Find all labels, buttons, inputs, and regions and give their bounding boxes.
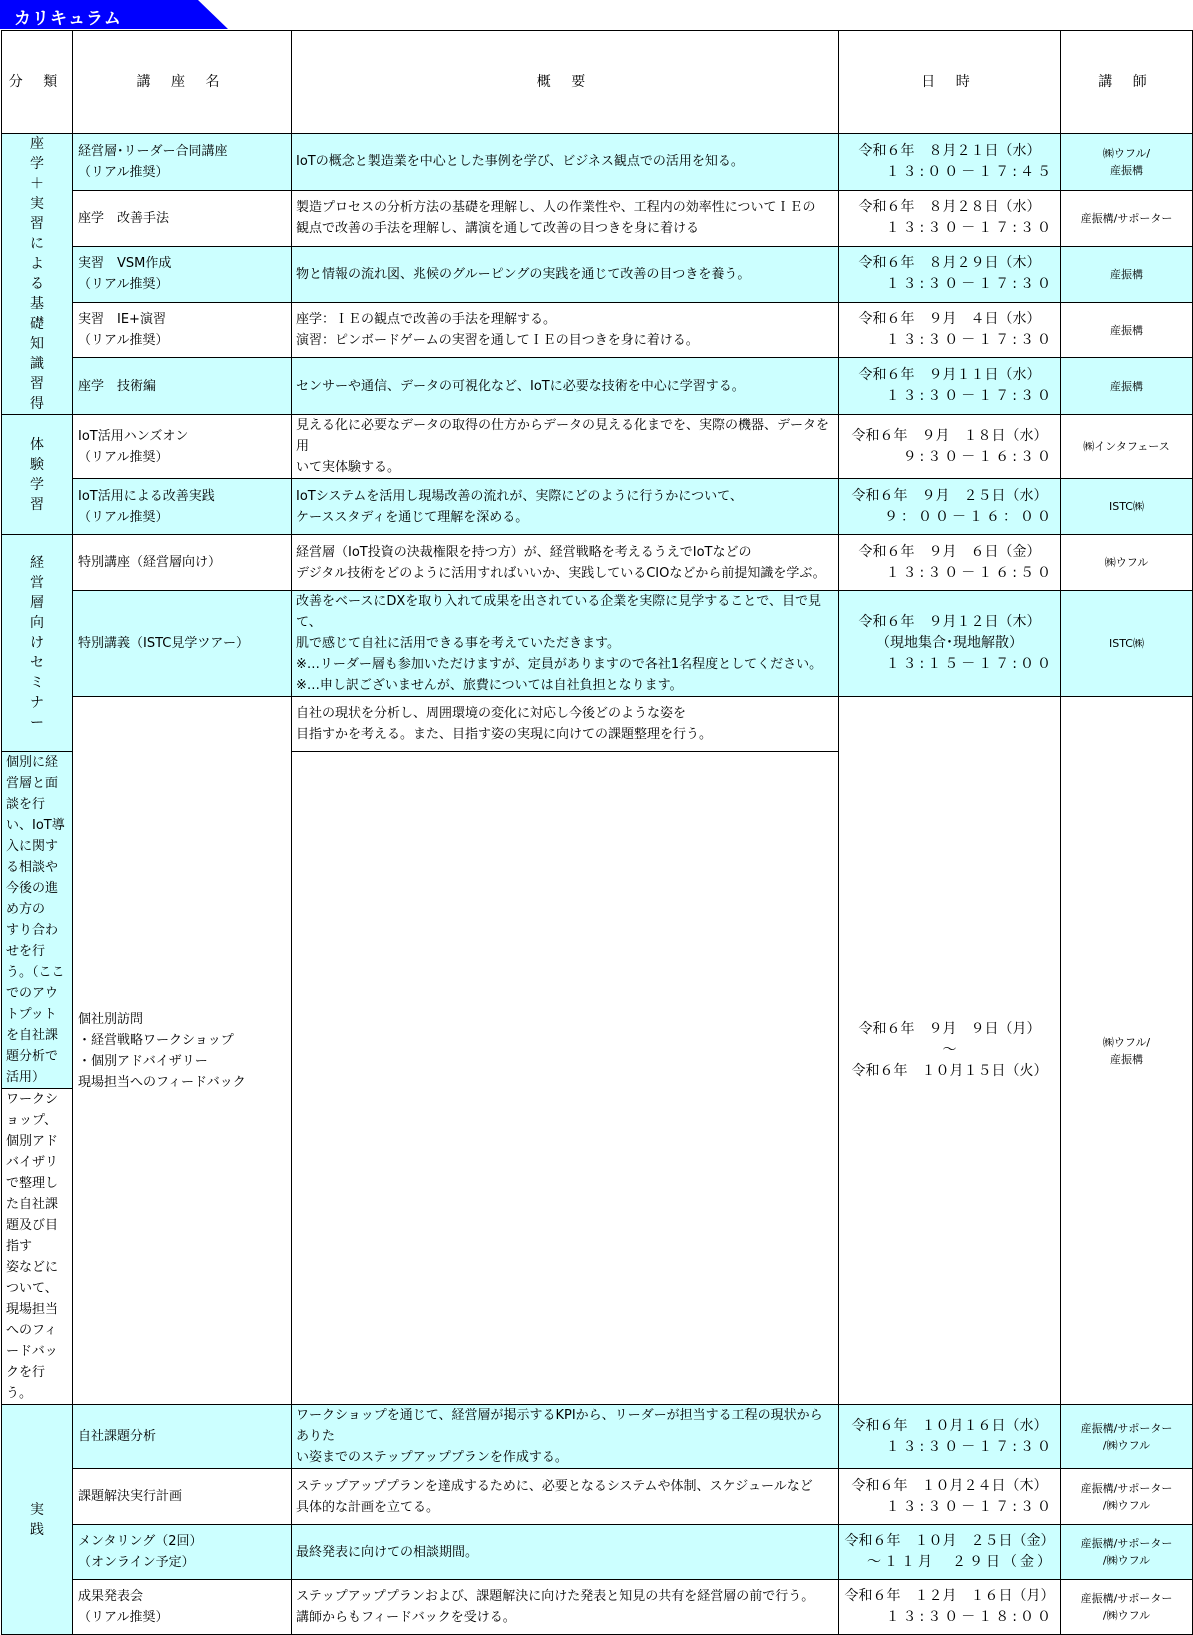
banner-title: カリキュラム [14,9,122,29]
course-name: 特別講義（ISTC見学ツアー） [73,591,292,697]
course-datetime [839,1525,1061,1580]
date-line: 令和６年 ９月 ９日（月） [858,1021,1041,1037]
course-name: 実習 VSM作成 （リアル推奨） [73,247,292,303]
course-instructor: 産振構/サポーター /㈱ウフル [1061,1525,1193,1580]
course-datetime [839,1469,1061,1525]
course-name: 実習 IE+演習 （リアル推奨） [73,302,292,358]
course-name: 個社別訪問 ・経営戦略ワークショップ ・個別アドバイザリー 現場担当へのフィードバック [73,697,292,1405]
table-row [2,535,1193,591]
date-line: 令和６年 ９月 ２５日（水） [851,487,1048,504]
course-summary: ワークショップを通じて、経営層が掲示するKPIから、リーダーが担当する工程の現状からありた い姿までのステップアッププランを作成する。 [292,1405,839,1469]
date-range-mark: ～ [942,1042,957,1058]
date-line: 令和６年 ９月 ４日（水） [858,311,1041,328]
table-row [2,302,1193,358]
table-row [2,190,1193,247]
time-line: １３:００－１７:４５ [885,163,1054,180]
course-summary: IoTの概念と製造業を中心とした事例を学び、ビジネス観点での活用を知る。 [292,134,839,191]
table-row [2,1580,1193,1635]
header-datetime: 日 時 [839,31,1061,134]
table-row [2,479,1193,535]
course-name: 経営層･リーダー合同講座 （リアル推奨） [73,134,292,191]
course-instructor: ISTC㈱ [1061,591,1193,697]
course-summary: ステップアッププランを達成するために、必要となるシステムや体制、スケジュールなど 具体的な計画を立てる。 [292,1469,839,1525]
course-name: 課題解決実行計画 [73,1469,292,1525]
course-summary: IoTシステムを活用し現場改善の流れが、実際にどのように行うかについて、 ケーススタディを通じて理解を深める。 [292,479,839,535]
category-cell [2,415,73,535]
course-name: 特別講座（経営層向け） [73,535,292,591]
date-line: 令和６年 １０月１５日（火） [851,1063,1048,1079]
time-line: １３:３０－１８:００ [885,1609,1054,1625]
curriculum-banner [0,0,230,30]
course-name: 座学 技術編 [73,358,292,415]
course-instructor: ISTC㈱ [1061,479,1193,535]
category-label: 実践 [30,1501,44,1538]
date-line: 令和６年 １２月 １６日（月） [844,1588,1055,1604]
curriculum-table [1,30,1193,1635]
course-instructor: 産振構/サポーター [1061,190,1193,247]
course-instructor: 産振構 [1061,247,1193,303]
course-summary: 物と情報の流れ図、兆候のグルーピングの実践を通じて改善の目つきを養う。 [292,247,839,303]
category-label: 経営層向けセミナー [30,555,44,731]
date-line: 令和６年 １０月２４日（木） [851,1477,1048,1494]
course-instructor: ㈱ウフル [1061,535,1193,591]
course-summary: 改善をベースにDXを取り入れて成果を出されている企業を実際に見学することで、目で見て、 肌で感じて自社に活用できる事を考えていただきます。 ※…リーダー層も参加いただけますが、定員がありますので各社1名程度としてください。 ※…申し訳ございませんが、旅費については自社負担となります。 [292,591,839,697]
time-line: １３:３０－１７:３０ [885,388,1054,405]
time-line: １３:３０－１７:３０ [885,1498,1054,1515]
table-row [2,358,1193,415]
course-datetime [839,134,1061,191]
course-summary: 自社の現状を分析し、周囲環境の変化に対応し今後どのような姿を 目指すかを考える。また、目指す姿の実現に向けての課題整理を行う。 [292,697,839,752]
date-line: 令和６年 ８月２８日（水） [858,199,1041,216]
course-datetime [839,697,1061,1405]
course-instructor: 産振構 [1061,358,1193,415]
time-line: ９：００－１６：００ [884,508,1054,525]
time-line: １３:３０－１７:３０ [885,276,1054,293]
course-datetime [839,535,1061,591]
course-instructor: 産振構/サポーター /㈱ウフル [1061,1580,1193,1635]
course-instructor: ㈱インタフェース [1061,415,1193,479]
table-row [2,134,1193,191]
category-cell [2,535,73,752]
header-category: 分 類 [2,31,73,134]
course-name: IoT活用ハンズオン （リアル推奨） [73,415,292,479]
table-row [2,697,1193,752]
table-row [2,591,1193,697]
course-datetime [839,190,1061,247]
course-datetime [839,247,1061,303]
header-instructor: 講 師 [1061,31,1193,134]
course-name: 自社課題分析 [73,1405,292,1469]
course-instructor: 産振構/サポーター /㈱ウフル [1061,1469,1193,1525]
category-cell [2,134,73,415]
category-label: 体験学習 [30,436,44,513]
course-datetime [839,1405,1061,1469]
time-line: １３:３０－１７:３０ [885,1438,1054,1455]
course-datetime [839,415,1061,479]
course-datetime [839,591,1061,697]
date-line: 令和６年 ８月２９日（木） [858,255,1041,272]
course-summary: 製造プロセスの分析方法の基礎を理解し、人の作業性や、工程内の効率性についてＩＥの 観点で改善の手法を理解し、講演を通して改善の目つきを身に着ける [292,190,839,247]
course-instructor: ㈱ウフル/ 産振構 [1061,134,1193,191]
date-line: 令和６年 １０月１６日（水） [851,1417,1048,1434]
course-datetime [839,302,1061,358]
table-row [2,1525,1193,1580]
header-summary: 概 要 [292,31,839,134]
date-line: 令和６年 ９月１１日（水） [858,367,1041,384]
course-summary: 最終発表に向けての相談期間。 [292,1525,839,1580]
time-line: １３:３０－１７:３０ [885,332,1054,349]
header-course: 講 座 名 [73,31,292,134]
course-datetime [839,358,1061,415]
time-line: １３:３０－１７:３０ [885,220,1054,237]
course-instructor: ㈱ウフル/ 産振構 [1061,697,1193,1405]
time-line: ～１１月 ２９日（金） [867,1554,1054,1570]
table-row [2,1469,1193,1525]
date-line: 令和６年 ９月 ６日（金） [858,543,1041,560]
course-name: 成果発表会 （リアル推奨） [73,1580,292,1635]
category-cell [2,1405,73,1635]
course-summary: 座学：ＩＥの観点で改善の手法を理解する。 演習：ピンボードゲームの実習を通してＩＥの目つきを身に着ける。 [292,302,839,358]
table-row [2,1405,1193,1469]
course-summary: センサーや通信、データの可視化など、IoTに必要な技術を中心に学習する。 [292,358,839,415]
course-datetime [839,479,1061,535]
course-summary: 個別に経営層と面談を行い、IoT導入に関する相談や今後の進め方の すり合わせを行う。（ここでのアウトプットを自社課題分析で活用） [2,752,73,1089]
category-label: 座学＋実習による基礎知識習得 [30,136,44,412]
date-note: （現地集合･現地解散） [876,635,1023,651]
date-line: 令和６年 ９月１２日（木） [858,614,1041,630]
course-summary: 経営層（IoT投資の決裁権限を持つ方）が、経営戦略を考えるうえでIoTなどの デジタル技術をどのように活用すればいいか、実践しているCIOなどから前提知識を学ぶ。 [292,535,839,591]
date-line: 令和６年 ９月 １８日（水） [851,427,1048,444]
course-summary: 見える化に必要なデータの取得の仕方からデータの見える化までを、実際の機器、データを用 いて実体験する。 [292,415,839,479]
table-row [2,415,1193,479]
date-line: 令和６年 ８月２１日（水） [858,142,1041,159]
header-row [2,31,1193,134]
course-instructor: 産振構/サポーター /㈱ウフル [1061,1405,1193,1469]
course-summary: ワークショップ、個別アドバイザリで整理した自社課題及び目指す 姿などについて、現場担当へのフィードバックを行う。 [2,1089,73,1405]
time-line: １３:１５－１７:００ [885,656,1054,672]
date-line: 令和６年 １０月 ２５日（金） [844,1533,1055,1549]
course-name: 座学 改善手法 [73,190,292,247]
table-row [2,247,1193,303]
course-name: IoT活用による改善実践 （リアル推奨） [73,479,292,535]
course-summary: ステップアッププランおよび、課題解決に向けた発表と知見の共有を経営層の前で行う。 講師からもフィードバックを受ける。 [292,1580,839,1635]
time-line: ９:３０－１６:３０ [902,448,1054,465]
course-datetime [839,1580,1061,1635]
course-name: メンタリング（2回） （オンライン予定） [73,1525,292,1580]
time-line: １３:３０－１６:５０ [885,564,1054,581]
course-instructor: 産振構 [1061,302,1193,358]
